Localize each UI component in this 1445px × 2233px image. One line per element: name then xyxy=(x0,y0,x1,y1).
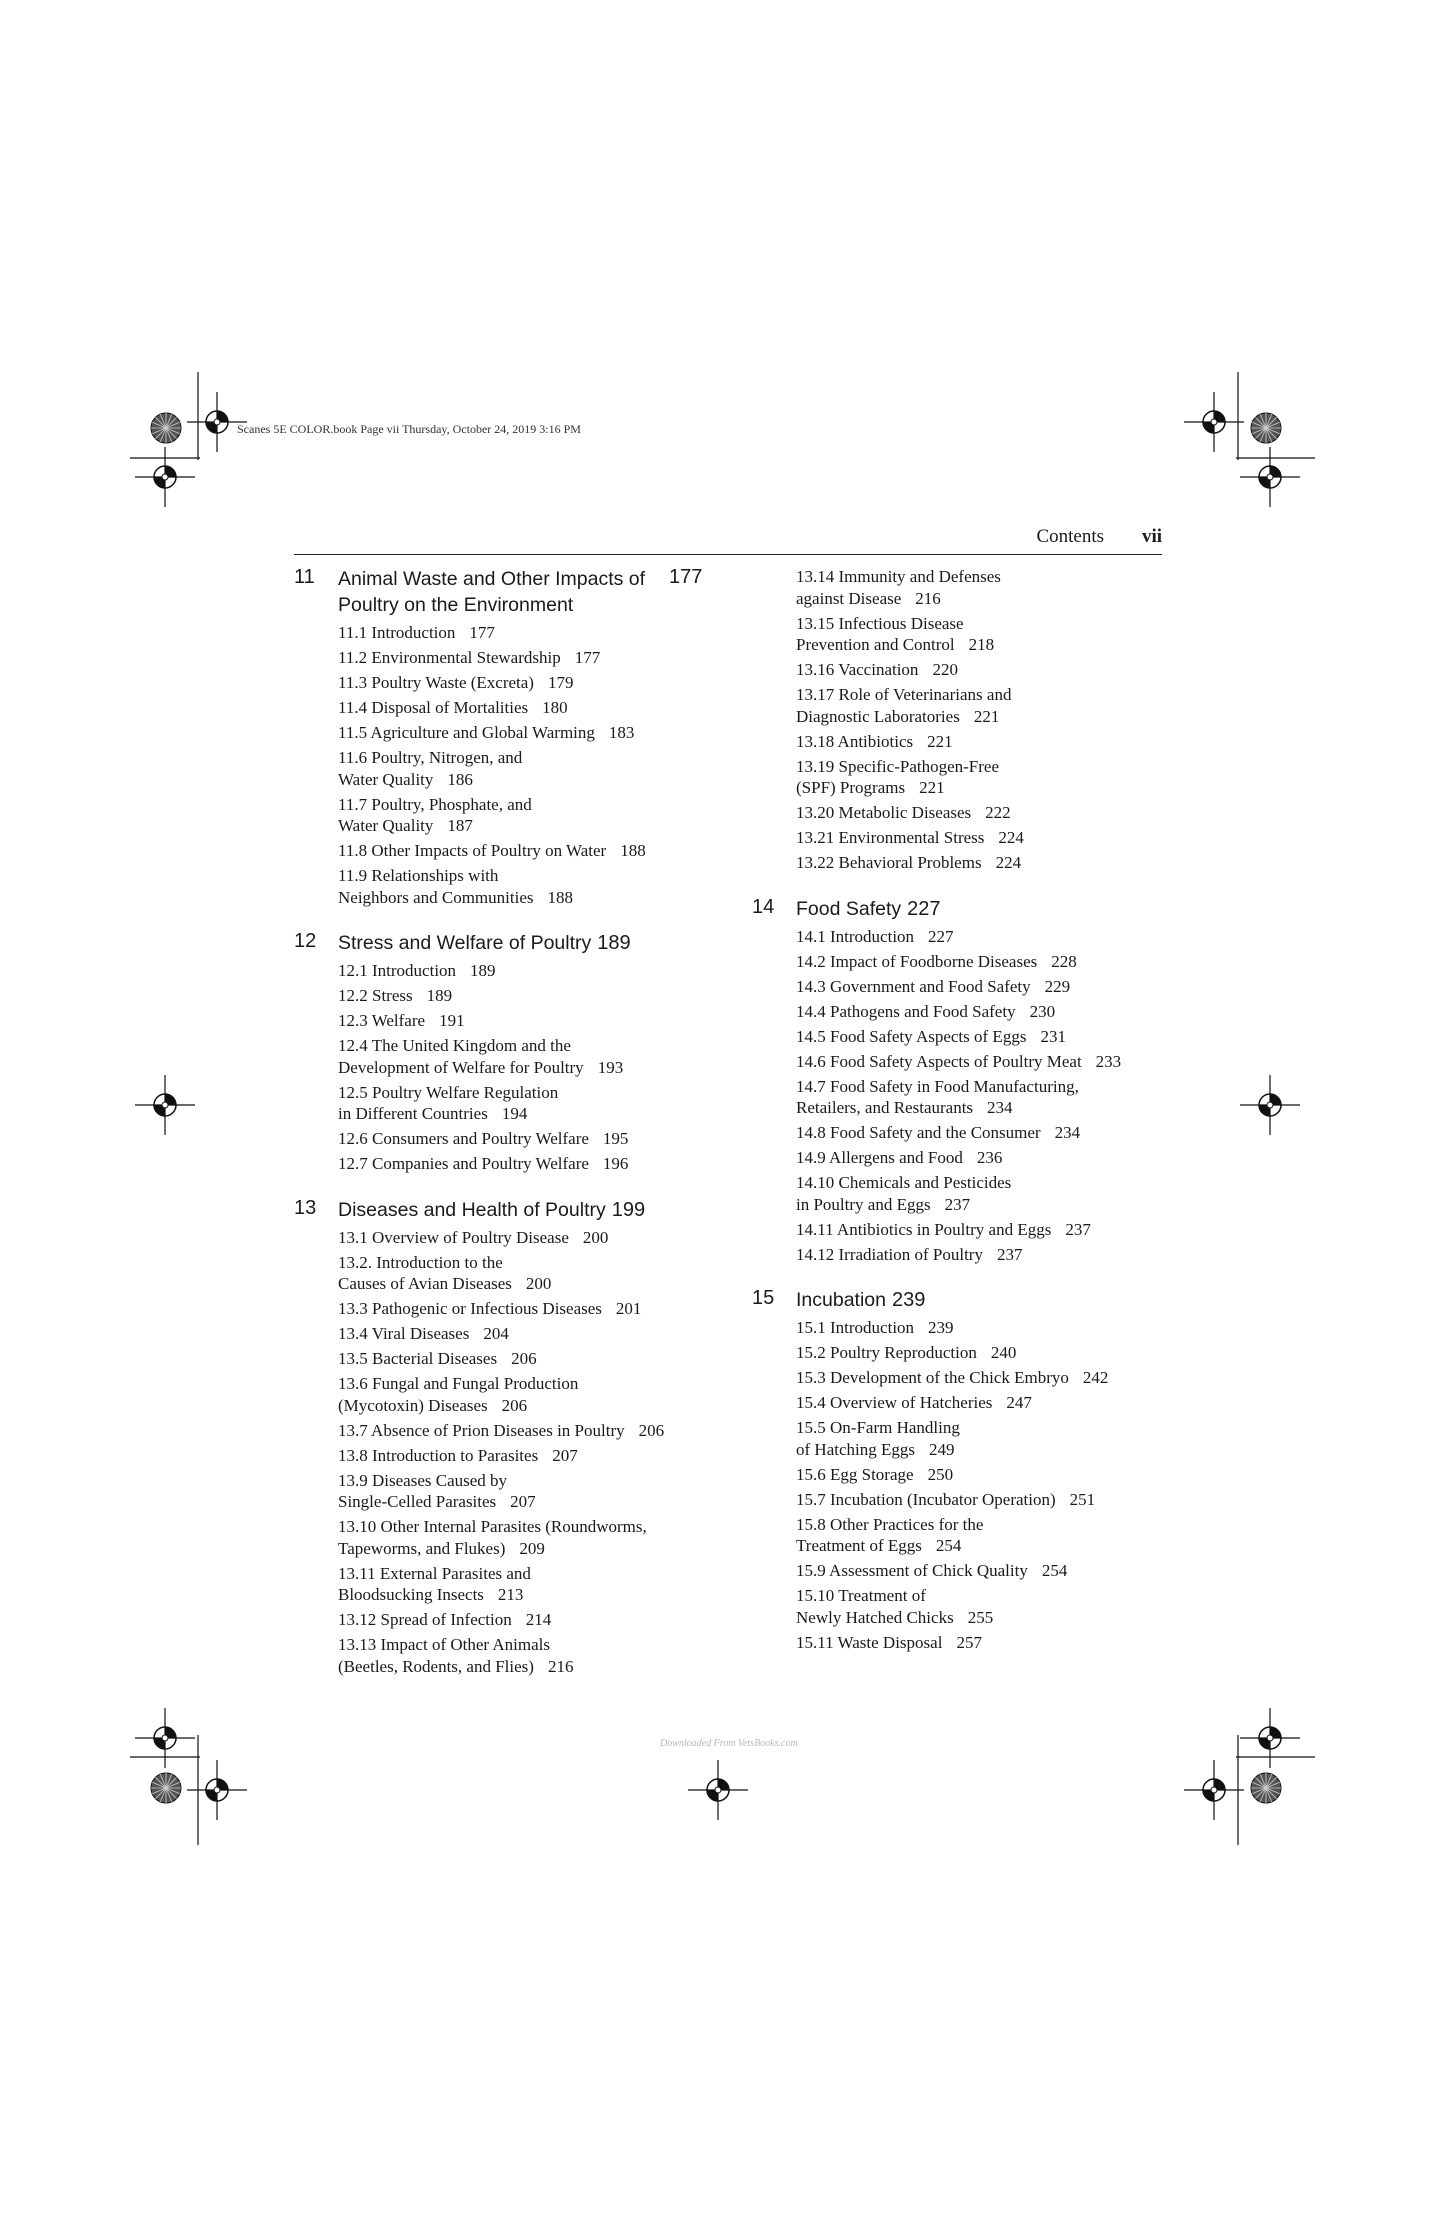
toc-entry-page: 222 xyxy=(985,803,1011,822)
chapter-number: 11 xyxy=(294,566,315,588)
toc-chapter xyxy=(752,1287,1172,1653)
toc-entry-page: 206 xyxy=(501,1395,528,1415)
toc-entry-title: 13.11 External Parasites and xyxy=(338,1563,531,1583)
toc-entry-title-continued: Single-Celled Parasites xyxy=(338,1492,497,1511)
toc-entry-title: 14.8 Food Safety and the Consumer xyxy=(796,1123,1041,1142)
toc-entry-page: 189 xyxy=(470,961,496,980)
toc-entry-title: 12.1 Introduction xyxy=(338,961,457,980)
watermark: Downloaded From VetsBooks.com xyxy=(660,1738,798,1749)
toc-entry[interactable] xyxy=(338,1420,714,1442)
toc-entry-continued-line xyxy=(796,634,1172,656)
toc-entry-page: 242 xyxy=(1082,1368,1109,1387)
toc-entry[interactable] xyxy=(796,1560,1172,1582)
toc-entry-title-continued: Prevention and Control xyxy=(796,635,955,654)
toc-entry[interactable] xyxy=(796,1147,1172,1169)
toc-entry-title: 13.2. Introduction to the xyxy=(338,1252,503,1272)
toc-entry-continued-line xyxy=(796,1439,1172,1461)
chapter-heading[interactable] xyxy=(752,1287,1172,1313)
toc-entry-page: 200 xyxy=(582,1227,609,1247)
toc-entry-page: 188 xyxy=(547,887,573,907)
toc-entry-page: 233 xyxy=(1095,1051,1122,1071)
toc-entry[interactable] xyxy=(338,1609,714,1631)
toc-entry-title-continued: Retailers, and Restaurants xyxy=(796,1098,974,1117)
toc-entry[interactable] xyxy=(796,852,1172,874)
toc-entry[interactable] xyxy=(338,794,714,837)
toc-entry-title: 12.3 Welfare xyxy=(338,1011,426,1030)
toc-entry-title: 13.19 Specific-Pathogen-Free xyxy=(796,756,999,776)
toc-entry-page: 221 xyxy=(927,731,953,751)
toc-entry-page: 209 xyxy=(519,1538,545,1558)
toc-entry[interactable] xyxy=(338,1082,714,1125)
toc-entry[interactable] xyxy=(796,1489,1172,1511)
toc-entry-title: 12.2 Stress xyxy=(338,986,413,1005)
toc-entry[interactable] xyxy=(338,1348,714,1370)
toc-entry-title: 11.4 Disposal of Mortalities xyxy=(338,698,529,717)
print-slug: Scanes 5E COLOR.book Page vii Thursday, October 24, 2019 3:16 PM xyxy=(237,422,581,436)
chapter-number: 13 xyxy=(294,1196,317,1219)
toc-entry-continued-line xyxy=(796,1097,1172,1119)
toc-entry-title: 11.7 Poultry, Phosphate, and xyxy=(338,794,532,814)
toc-entry[interactable] xyxy=(338,1010,714,1032)
toc-entry[interactable] xyxy=(796,827,1172,849)
chapter-number: 14 xyxy=(752,895,775,918)
toc-entry-title: 15.8 Other Practices for the xyxy=(796,1514,984,1534)
toc-entry-page: 228 xyxy=(1051,951,1077,971)
toc-entry-continued-line xyxy=(338,1057,714,1079)
toc-entry-continued-line xyxy=(338,1538,714,1560)
toc-entry-title: 13.15 Infectious Disease xyxy=(796,613,964,633)
toc-entry-title: 13.6 Fungal and Fungal Production xyxy=(338,1374,579,1393)
chapter-page: 189 xyxy=(597,932,631,954)
toc-entry[interactable] xyxy=(338,1153,714,1175)
toc-entry[interactable] xyxy=(796,976,1172,998)
toc-entry-title: 14.5 Food Safety Aspects of Eggs xyxy=(796,1026,1027,1046)
toc-entry-title-continued: Diagnostic Laboratories xyxy=(796,706,960,726)
toc-entry-continued-line xyxy=(338,1103,714,1125)
toc-entry-title: 15.5 On-Farm Handling xyxy=(796,1418,960,1437)
toc-entry-page: 250 xyxy=(927,1464,954,1484)
toc-entry[interactable] xyxy=(796,1514,1172,1557)
toc-entry-title: 12.7 Companies and Poultry Welfare xyxy=(338,1154,589,1173)
toc-entry-continued-line xyxy=(796,1607,1172,1629)
toc-entry[interactable] xyxy=(796,1464,1172,1486)
toc-entry-title: 13.16 Vaccination xyxy=(796,660,919,679)
chapter-page: 227 xyxy=(907,897,941,920)
toc-entry-continued-line xyxy=(338,887,714,909)
toc-entry-title-continued: Neighbors and Communities xyxy=(338,887,534,907)
toc-entry-title: 15.7 Incubation (Incubator Operation) xyxy=(796,1489,1056,1509)
toc-left-column xyxy=(294,566,714,1699)
toc-entry-continued-line xyxy=(338,1491,714,1513)
toc-entry-title: 15.3 Development of the Chick Embryo xyxy=(796,1368,1069,1387)
toc-entry[interactable] xyxy=(796,1172,1172,1215)
toc-entry-title: 13.9 Diseases Caused by xyxy=(338,1470,508,1490)
toc-entry-title: 15.11 Waste Disposal xyxy=(796,1632,943,1652)
toc-entry-page: 236 xyxy=(976,1148,1003,1167)
toc-entry-page: 204 xyxy=(483,1324,509,1343)
toc-entry[interactable] xyxy=(796,1122,1172,1144)
toc-entry[interactable] xyxy=(338,1516,714,1559)
toc-entry-continued-line xyxy=(338,1656,714,1678)
toc-entry[interactable] xyxy=(338,1563,714,1606)
toc-entry-page: 195 xyxy=(602,1129,629,1148)
toc-entry-page: 221 xyxy=(919,778,945,797)
toc-entry-title: 15.6 Egg Storage xyxy=(796,1464,914,1484)
toc-entry[interactable] xyxy=(796,1585,1172,1628)
toc-entry-title: 13.8 Introduction to Parasites xyxy=(338,1445,539,1465)
chapter-entries xyxy=(752,566,1172,874)
toc-entry-title: 11.5 Agriculture and Global Warming xyxy=(338,723,595,742)
chapter-title: Animal Waste and Other Impacts of Poultry on the Environment xyxy=(338,568,646,616)
toc-entry-title: 15.4 Overview of Hatcheries xyxy=(796,1393,993,1412)
toc-entry-page: 224 xyxy=(998,828,1024,847)
toc-chapter xyxy=(294,1197,714,1678)
toc-entry-page: 249 xyxy=(928,1439,955,1459)
toc-entry[interactable] xyxy=(796,756,1172,799)
toc-entry-page: 227 xyxy=(928,926,954,946)
toc-entry-title: 13.20 Metabolic Diseases xyxy=(796,803,972,822)
toc-entry-page: 179 xyxy=(547,673,574,692)
toc-entry-page: 254 xyxy=(1041,1561,1068,1580)
toc-entry[interactable] xyxy=(338,647,714,669)
toc-entry[interactable] xyxy=(338,985,714,1007)
chapter-title: Stress and Welfare of Poultry xyxy=(338,932,592,954)
toc-entry-title: 13.14 Immunity and Defenses xyxy=(796,567,1001,586)
toc-entry[interactable] xyxy=(796,659,1172,681)
toc-entry-page: 183 xyxy=(608,723,635,742)
toc-entry-page: 218 xyxy=(968,635,995,654)
toc-chapter xyxy=(294,566,714,908)
page-number: vii xyxy=(1141,526,1162,547)
toc-entry-title-continued: in Different Countries xyxy=(338,1104,488,1123)
toc-entry-title: 13.22 Behavioral Problems xyxy=(796,853,982,872)
toc-entry-continued-line xyxy=(796,777,1172,799)
toc-entry-title: 13.1 Overview of Poultry Disease xyxy=(338,1227,569,1247)
toc-entry-page: 207 xyxy=(552,1445,578,1465)
toc-entry[interactable] xyxy=(796,1367,1172,1389)
toc-entry-page: 177 xyxy=(469,623,495,642)
toc-entry-continued-line xyxy=(338,1395,714,1417)
toc-entry[interactable] xyxy=(796,1392,1172,1414)
toc-entry-title-continued: Bloodsucking Insects xyxy=(338,1585,484,1604)
chapter-heading[interactable] xyxy=(294,566,714,618)
toc-entry-title: 14.3 Government and Food Safety xyxy=(796,976,1031,996)
toc-entry-title: 12.5 Poultry Welfare Regulation xyxy=(338,1082,559,1102)
toc-entry[interactable] xyxy=(338,840,714,862)
toc-entry-title: 15.9 Assessment of Chick Quality xyxy=(796,1561,1028,1580)
toc-entry[interactable] xyxy=(796,613,1172,656)
toc-entry-title-continued: Water Quality xyxy=(338,769,434,789)
chapter-heading[interactable] xyxy=(294,930,714,956)
toc-entry-title-continued: in Poultry and Eggs xyxy=(796,1194,931,1214)
toc-entry[interactable] xyxy=(338,1373,714,1416)
chapter-entries xyxy=(294,960,714,1175)
toc-entry-page: 216 xyxy=(915,588,941,608)
toc-entry-title: 12.4 The United Kingdom and the xyxy=(338,1036,571,1055)
chapter-number: 15 xyxy=(752,1287,775,1309)
chapter-title: Incubation xyxy=(796,1289,886,1311)
toc-entry-page: 234 xyxy=(1054,1123,1081,1142)
toc-entry[interactable] xyxy=(338,672,714,694)
toc-entry-page: 200 xyxy=(525,1274,552,1293)
toc-entry-title: 14.10 Chemicals and Pesticides xyxy=(796,1173,1012,1192)
toc-entry-page: 206 xyxy=(638,1420,665,1440)
toc-entry-page: 220 xyxy=(932,660,958,679)
toc-entry-title: 14.2 Impact of Foodborne Diseases xyxy=(796,951,1038,971)
toc-entry-title: 13.5 Bacterial Diseases xyxy=(338,1349,498,1368)
toc-entry-page: 187 xyxy=(447,816,473,835)
chapter-heading[interactable] xyxy=(294,1197,714,1223)
toc-entry-continued-line xyxy=(796,1535,1172,1557)
toc-entry[interactable] xyxy=(338,1252,714,1295)
toc-entry-page: 254 xyxy=(935,1536,962,1555)
toc-entry[interactable] xyxy=(338,697,714,719)
toc-entry-page: 194 xyxy=(501,1104,528,1123)
toc-entry[interactable] xyxy=(338,622,714,644)
toc-entry[interactable] xyxy=(796,1076,1172,1119)
toc-entry[interactable] xyxy=(796,684,1172,727)
toc-entry[interactable] xyxy=(796,926,1172,948)
running-header-title: Contents xyxy=(1036,526,1104,547)
chapter-page: 199 xyxy=(611,1198,646,1221)
toc-entry[interactable] xyxy=(338,1128,714,1150)
toc-entry-title: 15.2 Poultry Reproduction xyxy=(796,1343,977,1362)
toc-entry-title-continued: Development of Welfare for Poultry xyxy=(338,1057,584,1077)
toc-entry[interactable] xyxy=(338,1298,714,1320)
toc-entry-title-continued: against Disease xyxy=(796,588,902,608)
toc-entry[interactable] xyxy=(796,1026,1172,1048)
toc-entry-title: 14.1 Introduction xyxy=(796,926,915,946)
toc-entry-title: 14.6 Food Safety Aspects of Poultry Meat xyxy=(796,1051,1082,1071)
toc-entry-title: 11.6 Poultry, Nitrogen, and xyxy=(338,748,523,767)
toc-entry[interactable] xyxy=(796,1244,1172,1266)
toc-entry-page: 201 xyxy=(615,1299,642,1318)
toc-entry-page: 206 xyxy=(511,1349,537,1368)
toc-entry-title-continued: (Beetles, Rodents, and Flies) xyxy=(338,1656,534,1676)
toc-entry[interactable] xyxy=(338,960,714,982)
toc-entry-page: 237 xyxy=(996,1244,1023,1264)
chapter-title: Food Safety xyxy=(796,897,902,920)
toc-entry[interactable] xyxy=(796,1317,1172,1339)
toc-entry-page: 214 xyxy=(525,1610,552,1629)
toc-entry-title: 13.3 Pathogenic or Infectious Diseases xyxy=(338,1299,602,1318)
toc-entry-title: 13.12 Spread of Infection xyxy=(338,1610,512,1629)
toc-entry-page: 207 xyxy=(510,1492,536,1511)
toc-entry-title: 14.4 Pathogens and Food Safety xyxy=(796,1001,1016,1021)
toc-entry[interactable] xyxy=(796,1051,1172,1073)
toc-entry-title: 14.12 Irradiation of Poultry xyxy=(796,1244,983,1264)
toc-entry-title: 13.4 Viral Diseases xyxy=(338,1324,470,1343)
toc-entry-page: 216 xyxy=(547,1656,574,1676)
chapter-entries xyxy=(752,926,1172,1266)
toc-entry-title: 12.6 Consumers and Poultry Welfare xyxy=(338,1129,589,1148)
toc-entry-page: 230 xyxy=(1029,1001,1056,1021)
toc-entry-page: 224 xyxy=(995,853,1022,872)
toc-entry[interactable] xyxy=(796,951,1172,973)
toc-entry[interactable] xyxy=(338,747,714,790)
toc-entry[interactable] xyxy=(338,1470,714,1513)
toc-entry-continued-line xyxy=(338,769,714,791)
toc-entry-continued-line xyxy=(338,815,714,837)
toc-entry-title: 11.8 Other Impacts of Poultry on Water xyxy=(338,841,607,860)
toc-entry-page: 231 xyxy=(1040,1026,1066,1046)
toc-right-column xyxy=(752,566,1172,1675)
toc-entry-title: 11.2 Environmental Stewardship xyxy=(338,648,561,667)
toc-entry-title: 13.18 Antibiotics xyxy=(796,731,914,751)
toc-entry-page: 255 xyxy=(967,1607,994,1627)
toc-entry[interactable] xyxy=(796,1342,1172,1364)
toc-entry-continued-line xyxy=(796,706,1172,728)
toc-entry-title: 14.9 Allergens and Food xyxy=(796,1148,963,1167)
toc-entry-title-continued: (SPF) Programs xyxy=(796,778,906,797)
toc-entry-title: 13.7 Absence of Prion Diseases in Poultry xyxy=(338,1420,625,1440)
toc-entry-page: 188 xyxy=(620,841,646,860)
toc-entry-title-continued: Treatment of Eggs xyxy=(796,1536,922,1555)
toc-entry[interactable] xyxy=(796,802,1172,824)
toc-entry-title-continued: of Hatching Eggs xyxy=(796,1439,915,1459)
toc-entry-page: 237 xyxy=(1065,1219,1091,1239)
chapter-entries xyxy=(752,1317,1172,1653)
toc-chapter xyxy=(752,896,1172,1266)
toc-entry-page: 234 xyxy=(987,1098,1013,1117)
chapter-entries xyxy=(294,1227,714,1678)
toc-entry[interactable] xyxy=(338,1634,714,1677)
toc-entry-title-continued: Newly Hatched Chicks xyxy=(796,1607,954,1627)
toc-entry-page: 257 xyxy=(956,1632,982,1652)
toc-entry[interactable] xyxy=(796,1632,1172,1654)
toc-entry-title-continued: Causes of Avian Diseases xyxy=(338,1274,512,1293)
toc-entry[interactable] xyxy=(796,566,1172,609)
toc-entry-title: 13.13 Impact of Other Animals xyxy=(338,1635,550,1654)
chapter-number: 12 xyxy=(294,930,317,952)
toc-entry[interactable] xyxy=(338,865,714,908)
toc-entry-title: 15.10 Treatment of xyxy=(796,1586,926,1605)
toc-entry-page: 240 xyxy=(990,1343,1017,1362)
chapter-title: Diseases and Health of Poultry xyxy=(338,1198,606,1221)
toc-entry[interactable] xyxy=(338,1323,714,1345)
toc-entry-page: 239 xyxy=(928,1318,954,1337)
toc-entry[interactable] xyxy=(338,722,714,744)
toc-entry-title: 11.9 Relationships with xyxy=(338,866,499,885)
toc-entry-page: 221 xyxy=(973,706,1000,726)
chapter-page: 177 xyxy=(669,566,703,588)
toc-entry-continued-line xyxy=(338,1273,714,1295)
toc-entry-continued-line xyxy=(796,588,1172,610)
toc-entry-title: 14.7 Food Safety in Food Manufacturing, xyxy=(796,1076,1079,1096)
toc-entry[interactable] xyxy=(796,1417,1172,1460)
toc-entry-page: 196 xyxy=(602,1154,629,1173)
toc-entry[interactable] xyxy=(796,1001,1172,1023)
toc-entry-title: 11.1 Introduction xyxy=(338,623,456,642)
chapter-entries xyxy=(294,622,714,908)
toc-entry-continued-line xyxy=(796,1194,1172,1216)
toc-entry-title: 11.3 Poultry Waste (Excreta) xyxy=(338,673,534,692)
toc-entry-page: 237 xyxy=(944,1194,971,1214)
running-header xyxy=(294,524,1162,555)
toc-entry-title-continued: Water Quality xyxy=(338,816,434,835)
toc-entry-page: 247 xyxy=(1006,1393,1032,1412)
toc-entry-page: 191 xyxy=(439,1011,465,1030)
toc-chapter-continued xyxy=(752,566,1172,874)
toc-entry-title: 15.1 Introduction xyxy=(796,1318,915,1337)
toc-entry-title: 14.11 Antibiotics in Poultry and Eggs xyxy=(796,1219,1052,1239)
toc-entry-page: 213 xyxy=(497,1585,524,1604)
toc-entry-title: 13.17 Role of Veterinarians and xyxy=(796,685,1012,704)
toc-entry-page: 177 xyxy=(574,648,601,667)
toc-entry[interactable] xyxy=(338,1227,714,1249)
toc-entry-page: 186 xyxy=(447,769,473,789)
toc-entry-page: 180 xyxy=(542,698,568,717)
toc-entry-page: 229 xyxy=(1044,976,1071,996)
toc-entry-page: 251 xyxy=(1069,1489,1096,1509)
toc-entry[interactable] xyxy=(338,1445,714,1467)
toc-entry[interactable] xyxy=(338,1035,714,1078)
toc-entry-title: 13.21 Environmental Stress xyxy=(796,828,985,847)
chapter-heading[interactable] xyxy=(752,896,1172,922)
toc-entry-page: 189 xyxy=(426,986,453,1005)
toc-entry-title-continued: (Mycotoxin) Diseases xyxy=(338,1395,488,1415)
toc-chapter xyxy=(294,930,714,1175)
toc-entry-page: 193 xyxy=(597,1057,624,1077)
chapter-page: 239 xyxy=(892,1289,926,1311)
toc-entry[interactable] xyxy=(796,1219,1172,1241)
toc-entry[interactable] xyxy=(796,731,1172,753)
toc-entry-title-continued: Tapeworms, and Flukes) xyxy=(338,1538,506,1558)
toc-entry-title: 13.10 Other Internal Parasites (Roundworms, xyxy=(338,1517,647,1536)
toc-entry-continued-line xyxy=(338,1584,714,1606)
